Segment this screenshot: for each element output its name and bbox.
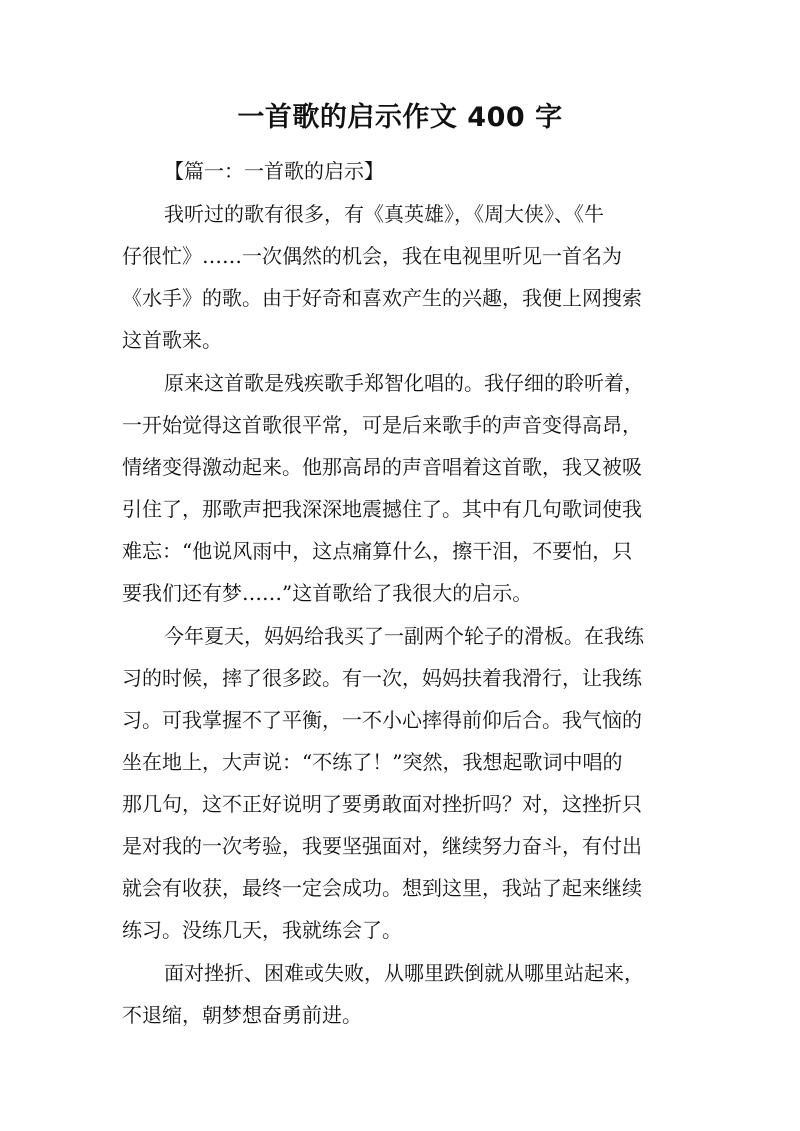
paragraph-4 [122,952,684,1036]
paragraph-line: 原来这首歌是残疾歌手郑智化唱的。我仔细的聆听着， [164,371,644,395]
paragraph-line: 习的时候，摔了很多跤。有一次，妈妈扶着我滑行，让我练 [122,666,642,690]
paragraph-line: 仔很忙》……一次偶然的机会，我在电视里听见一首名为 [122,244,622,268]
section-heading [122,150,684,192]
paragraph-line: 习。可我掌握不了平衡，一不小心摔得前仰后合。我气恼的 [122,708,642,732]
paragraph-line: 不退缩，朝梦想奋勇前进。 [122,1003,362,1027]
paragraph-line: 坐在地上，大声说：“不练了！”突然，我想起歌词中唱的 [122,750,623,774]
paragraph-line: 练习。没练几天，我就练会了。 [122,918,402,942]
paragraph-line: 一开始觉得这首歌很平常，可是后来歌手的声音变得高昂， [122,413,642,437]
paragraph-line: 我听过的歌有很多，有《真英雄》，《周大侠》、《牛 [164,202,604,226]
paragraph-line: 要我们还有梦……”这首歌给了我很大的启示。 [122,581,533,605]
document-body [122,150,684,1037]
paragraph-line: 难忘：“他说风雨中，这点痛算什么，擦干泪，不要怕，只 [122,539,633,563]
paragraph-1 [122,193,684,361]
paragraph-line: 引住了，那歌声把我深深地震撼住了。其中有几句歌词使我 [122,497,642,521]
section-heading-text: 【篇一：一首歌的启示】 [164,159,384,183]
paragraph-line: 今年夏天，妈妈给我买了一副两个轮子的滑板。在我练 [164,624,644,648]
paragraph-line: 就会有收获，最终一定会成功。想到这里，我站了起来继续 [122,876,642,900]
paragraph-line: 那几句，这不正好说明了要勇敢面对挫折吗？对，这挫折只 [122,792,642,816]
paragraph-line: 是对我的一次考验，我要坚强面对，继续努力奋斗，有付出 [122,834,642,858]
document-title: 一首歌的启示作文 400 字 [237,102,563,133]
paragraph-2 [122,362,684,614]
paragraph-line: 面对挫折、困难或失败，从哪里跌倒就从哪里站起来， [164,961,644,985]
paragraph-line: 这首歌来。 [122,328,222,352]
paragraph-3 [122,615,684,951]
paragraph-line: 情绪变得激动起来。他那高昂的声音唱着这首歌，我又被吸 [122,455,642,479]
paragraph-line: 《水手》的歌。由于好奇和喜欢产生的兴趣，我便上网搜索 [122,286,642,310]
